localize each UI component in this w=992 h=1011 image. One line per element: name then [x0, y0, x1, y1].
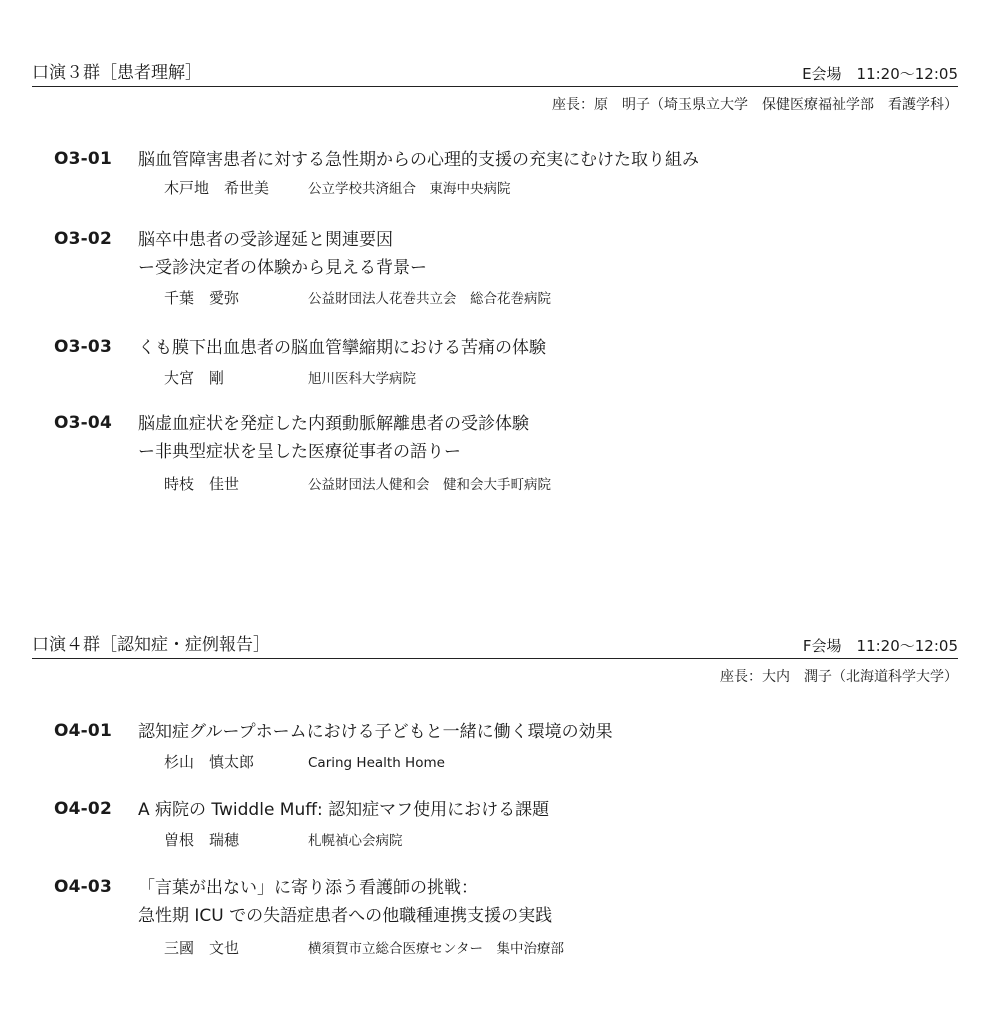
- author-affiliation: 公益財団法人花巻共立会 総合花巻病院: [308, 291, 551, 307]
- author-affiliation: 公立学校共済組合 東海中央病院: [308, 181, 511, 197]
- talk-id: O3-01: [54, 149, 112, 169]
- author-name: 杉山 慎太郎: [164, 753, 255, 771]
- session-chair: 座長：原 明子（埼玉県立大学 保健医療福祉学部 看護学科）: [552, 97, 958, 113]
- talk-author: [164, 830, 403, 851]
- talk-title-line: ー受診決定者の体験から見える背景ー: [138, 258, 427, 278]
- author-affiliation: Caring Health Home: [308, 755, 445, 771]
- session-venue-time: F会場 11:20〜12:05: [802, 637, 958, 655]
- author-name: 木戸地 希世美: [164, 179, 270, 197]
- talk-title-line: 脳卒中患者の受診遅延と関連要因: [138, 230, 393, 250]
- author-affiliation: 札幌禎心会病院: [308, 833, 403, 849]
- talk-title-line: 急性期 ICU での失語症患者への他職種連携支援の実践: [138, 906, 553, 926]
- author-affiliation: 横須賀市立総合医療センター 集中治療部: [308, 941, 564, 957]
- talk-title: [138, 334, 546, 362]
- talk-id: O4-01: [54, 721, 112, 741]
- talk-title-line: くも膜下出血患者の脳血管攣縮期における苦痛の体験: [138, 338, 546, 358]
- talk-author: [164, 938, 564, 959]
- talk-id: O4-03: [54, 877, 112, 897]
- talk-title: [138, 146, 699, 174]
- talk-title-line: 認知症グループホームにおける子どもと一緒に働く環境の効果: [138, 722, 613, 742]
- author-name: 時枝 佳世: [164, 475, 240, 493]
- talk-title-line: 「言葉が出ない」に寄り添う看護師の挑戦：: [138, 878, 478, 898]
- author-affiliation: 公益財団法人健和会 健和会大手町病院: [308, 477, 551, 493]
- author-name: 大宮 剛: [164, 369, 225, 387]
- session-header: [32, 62, 958, 87]
- talk-author: [164, 368, 416, 389]
- talk-title: [138, 796, 549, 824]
- talk-title-line: ー非典型症状を呈した医療従事者の語りー: [138, 442, 461, 462]
- talk-title: [138, 874, 552, 930]
- author-name: 千葉 愛弥: [164, 289, 240, 307]
- author-affiliation: 旭川医科大学病院: [308, 371, 416, 387]
- session-title: 口演３群［患者理解］: [32, 63, 202, 83]
- talk-author: [164, 474, 551, 495]
- talk-author: [164, 178, 511, 199]
- session-chair: 座長：大内 潤子（北海道科学大学）: [720, 669, 958, 685]
- talk-id: O4-02: [54, 799, 112, 819]
- session-o4: [32, 634, 958, 687]
- author-name: 三國 文也: [164, 939, 240, 957]
- talk-title: [138, 718, 613, 746]
- talk-title-line: 脳虚血症状を発症した内頚動脈解離患者の受診体験: [138, 414, 529, 434]
- talk-title: [138, 410, 529, 466]
- author-name: 曽根 瑞穂: [164, 831, 240, 849]
- talk-id: O3-02: [54, 229, 112, 249]
- talk-id: O3-03: [54, 337, 112, 357]
- session-title: 口演４群［認知症・症例報告］: [32, 635, 270, 655]
- session-header: [32, 634, 958, 659]
- talk-author: [164, 288, 551, 309]
- talk-title: [138, 226, 427, 282]
- talk-author: [164, 752, 445, 773]
- session-venue-time: E会場 11:20〜12:05: [802, 65, 958, 83]
- session-o3: [32, 62, 958, 115]
- talk-title-line: 脳血管障害患者に対する急性期からの心理的支援の充実にむけた取り組み: [138, 150, 699, 170]
- talk-id: O3-04: [54, 413, 112, 433]
- talk-title-line: A 病院の Twiddle Muff: 認知症マフ使用における課題: [138, 800, 550, 820]
